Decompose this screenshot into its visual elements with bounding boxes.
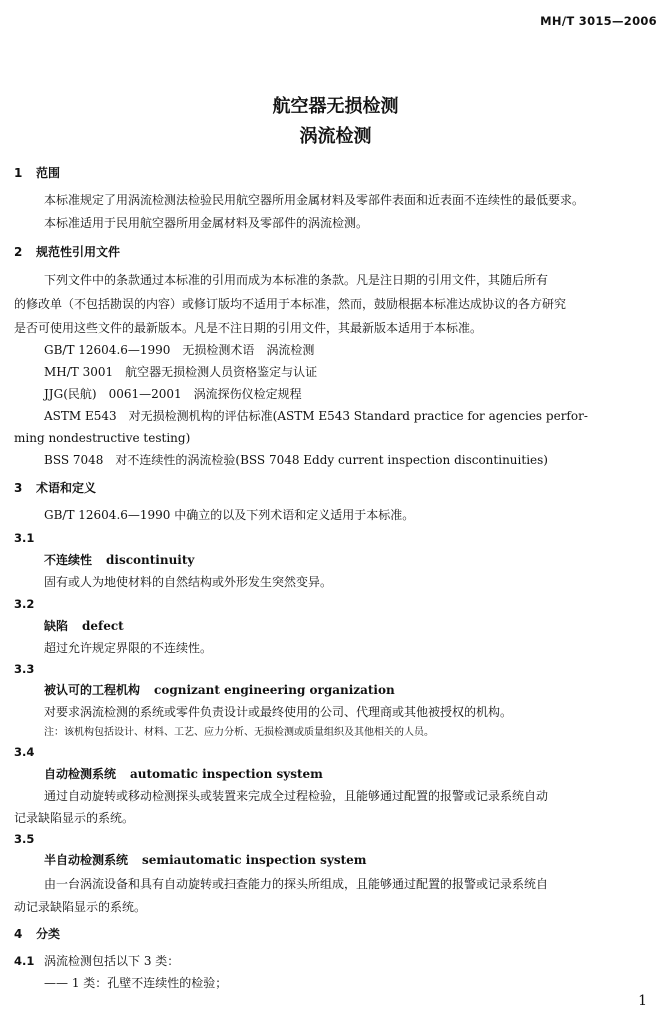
term-heading: 被认可的工程机构 cognizant engineering organization bbox=[44, 683, 395, 697]
term-note: 注：该机构包括设计、材料、工艺、应力分析、无损检测或质量组织及其他相关的人员。 bbox=[44, 727, 434, 738]
term-definition: 动记录缺陷显示的系统。 bbox=[14, 900, 147, 914]
paragraph: 本标准适用于民用航空器所用金属材料及零部件的涡流检测。 bbox=[44, 216, 369, 230]
clause-number: 3.3 bbox=[14, 662, 35, 676]
section-heading-2: 2 规范性引用文件 bbox=[14, 245, 121, 259]
paragraph: GB/T 12604.6—1990 中确立的以及下列术语和定义适用于本标准。 bbox=[44, 508, 415, 522]
page-number: 1 bbox=[638, 993, 647, 1009]
paragraph: 是否可使用这些文件的最新版本。凡是不注日期的引用文件，其最新版本适用于本标准。 bbox=[14, 321, 483, 335]
section-heading-4: 4 分类 bbox=[14, 927, 61, 941]
paragraph: 的修改单（不包括勘误的内容）或修订版均不适用于本标准，然而，鼓励根据本标准达成协议的各方研究 bbox=[14, 297, 567, 311]
term-definition: 对要求涡流检测的系统或零件负责设计或最终使用的公司、代理商或其他被授权的机构。 bbox=[44, 705, 513, 719]
reference-item: GB/T 12604.6—1990 无损检测术语 涡流检测 bbox=[44, 343, 315, 357]
section-heading-3: 3 术语和定义 bbox=[14, 481, 97, 495]
term-definition: 由一台涡流设备和具有自动旋转或扫查能力的探头所组成，且能够通过配置的报警或记录系统自 bbox=[44, 877, 549, 891]
paragraph: 下列文件中的条款通过本标准的引用而成为本标准的条款。凡是注日期的引用文件，其随后所有 bbox=[44, 273, 549, 287]
reference-item: BSS 7048 对不连续性的涡流检验(BSS 7048 Eddy current inspection discontinuities) bbox=[44, 453, 548, 467]
term-heading: 半自动检测系统 semiautomatic inspection system bbox=[44, 853, 367, 867]
term-heading: 自动检测系统 automatic inspection system bbox=[44, 767, 323, 781]
term-definition: 固有或人为地使材料的自然结构或外形发生突然变异。 bbox=[44, 575, 333, 589]
list-item: —— 1 类：孔壁不连续性的检验； bbox=[44, 976, 228, 990]
reference-item: ASTM E543 对无损检测机构的评估标准(ASTM E543 Standard practice for agencies perfor- bbox=[44, 409, 588, 423]
clause-number: 3.4 bbox=[14, 745, 35, 759]
reference-item: MH/T 3001 航空器无损检测人员资格鉴定与认证 bbox=[44, 365, 318, 379]
paragraph: 本标准规定了用涡流检测法检验民用航空器所用金属材料及零部件表面和近表面不连续性的最低要求。 bbox=[44, 193, 585, 207]
term-definition: 通过自动旋转或移动检测探头或装置来完成全过程检验，且能够通过配置的报警或记录系统自动 bbox=[44, 789, 549, 803]
clause-number: 3.2 bbox=[14, 597, 35, 611]
term-definition: 超过允许规定界限的不连续性。 bbox=[44, 641, 213, 655]
clause-number: 3.5 bbox=[14, 832, 35, 846]
standard-code: MH/T 3015—2006 bbox=[540, 14, 657, 28]
reference-item: JJG(民航) 0061—2001 涡流探伤仪检定规程 bbox=[44, 387, 302, 401]
section-heading-1: 1 范围 bbox=[14, 166, 61, 180]
document-title: 航空器无损检测 bbox=[272, 96, 399, 117]
clause-line: 4.1 涡流检测包括以下 3 类： bbox=[14, 954, 180, 968]
document-subtitle: 涡流检测 bbox=[299, 126, 372, 147]
term-heading: 缺陷 defect bbox=[44, 619, 124, 633]
term-heading: 不连续性 discontinuity bbox=[44, 553, 195, 567]
clause-number: 3.1 bbox=[14, 531, 35, 545]
term-definition: 记录缺陷显示的系统。 bbox=[14, 811, 135, 825]
reference-item: ming nondestructive testing) bbox=[14, 431, 191, 445]
